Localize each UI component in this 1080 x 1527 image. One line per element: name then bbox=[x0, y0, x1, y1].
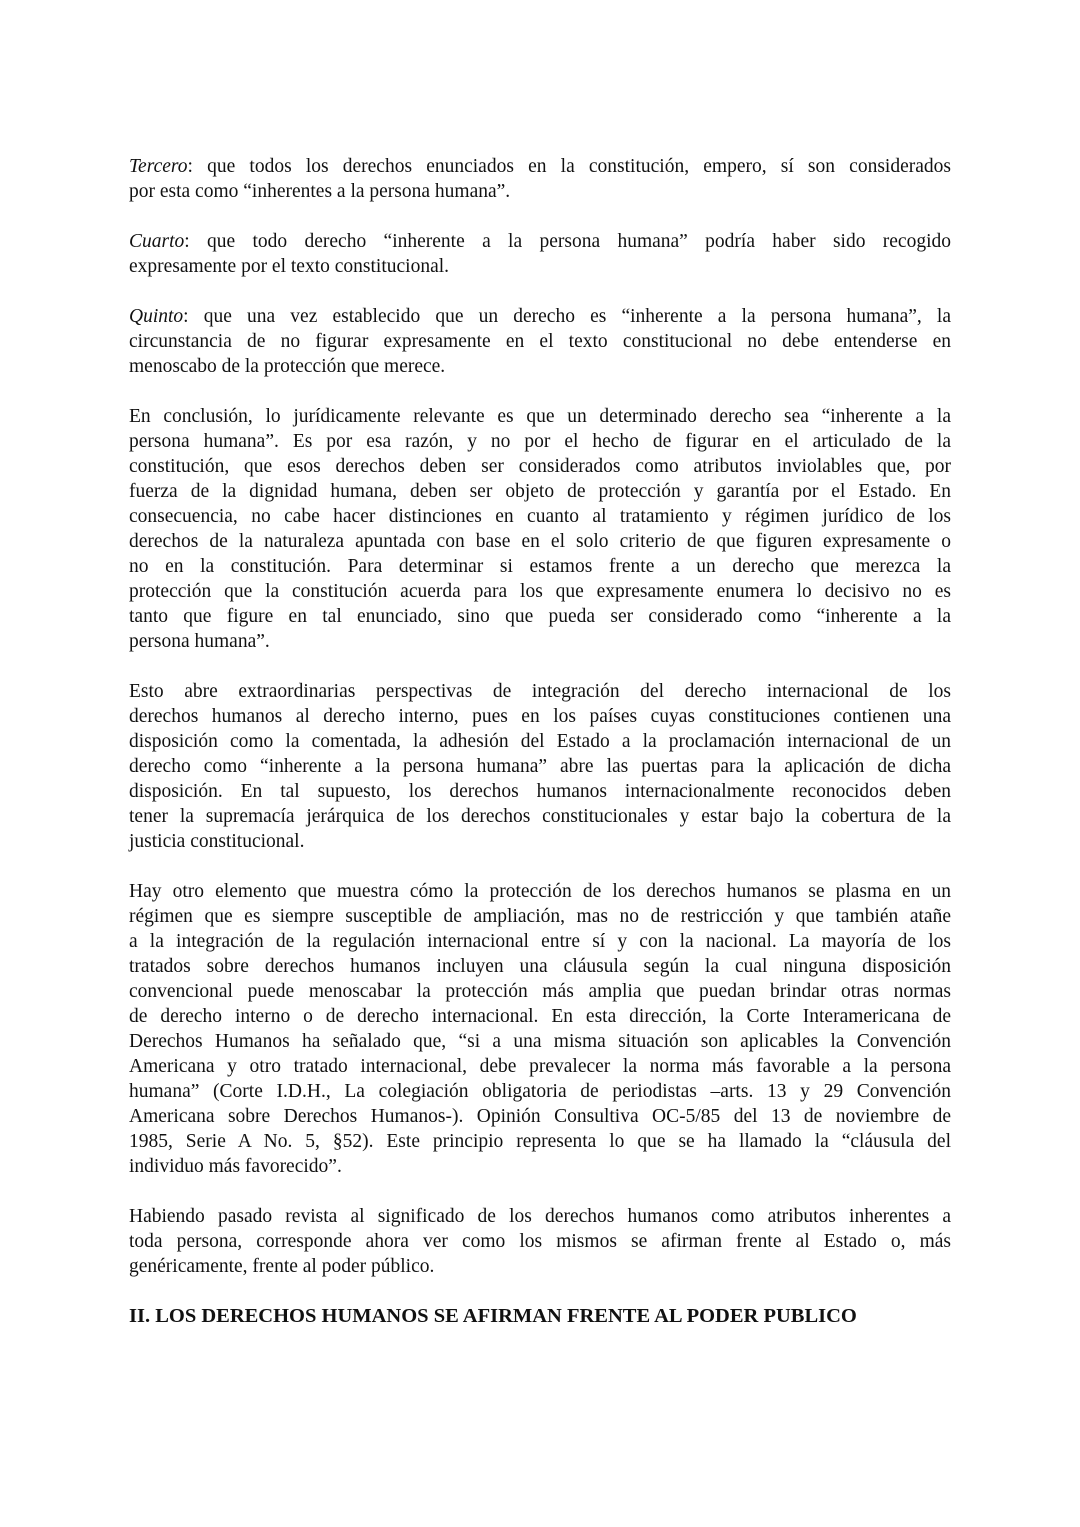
line-text: disposición. En tal supuesto, los derechos humanos internacionalmente reconocidos deben bbox=[129, 781, 951, 802]
text-line bbox=[129, 304, 951, 329]
paragraph bbox=[129, 304, 951, 379]
text-line bbox=[129, 1154, 951, 1179]
line-text: protección que la constitución acuerda para los que expresamente enumera lo decisivo no es bbox=[129, 581, 951, 602]
line-text: expresamente por el texto constitucional. bbox=[129, 256, 450, 277]
paragraph bbox=[129, 1204, 951, 1279]
text-line bbox=[129, 904, 951, 929]
line-text: constitución, que esos derechos deben ser considerados como atributos inviolables que, por bbox=[129, 456, 951, 477]
line-text: tener la supremacía jerárquica de los derechos constitucionales y estar bajo la cobertura de la bbox=[129, 806, 951, 827]
text-line bbox=[129, 329, 951, 354]
text-line bbox=[129, 754, 951, 779]
line-text: no en la constitución. Para determinar si estamos frente a un derecho que merezca la bbox=[129, 556, 951, 577]
line-text: 1985, Serie A No. 5, §52). Este principio representa lo que se ha llamado la “cláusula del bbox=[129, 1131, 951, 1152]
paragraph bbox=[129, 679, 951, 854]
line-text: : que todos los derechos enunciados en la constitución, empero, sí son considerados bbox=[187, 156, 951, 177]
line-text: Hay otro elemento que muestra cómo la protección de los derechos humanos se plasma en un bbox=[129, 881, 951, 902]
text-line bbox=[129, 354, 951, 379]
text-line bbox=[129, 529, 951, 554]
text-line bbox=[129, 579, 951, 604]
paragraph-lead: Tercero bbox=[129, 156, 188, 177]
line-text: genéricamente, frente al poder público. bbox=[129, 1256, 435, 1277]
line-text: Derechos Humanos ha señalado que, “si a una misma situación son aplicables la Convención bbox=[129, 1031, 951, 1052]
text-line bbox=[129, 1204, 951, 1229]
text-line bbox=[129, 829, 951, 854]
line-text: tanto que figure en tal enunciado, sino que pueda ser considerado como “inherente a la bbox=[129, 606, 951, 627]
line-text: derechos de la naturaleza apuntada con base en el solo criterio de que figuren expresamente o bbox=[129, 531, 951, 552]
line-text: régimen que es siempre susceptible de ampliación, mas no de restricción y que también atañe bbox=[129, 906, 951, 927]
line-text: tratados sobre derechos humanos incluyen una cláusula según la cual ninguna disposición bbox=[129, 956, 951, 977]
text-line bbox=[129, 404, 951, 429]
line-text: justicia constitucional. bbox=[129, 831, 305, 852]
text-line bbox=[129, 154, 951, 179]
line-text: derechos humanos al derecho interno, pues en los países cuyas constituciones contienen una bbox=[129, 706, 951, 727]
text-line bbox=[129, 604, 951, 629]
text-line bbox=[129, 1004, 951, 1029]
text-line bbox=[129, 1029, 951, 1054]
text-line bbox=[129, 629, 951, 654]
line-text: circunstancia de no figurar expresamente en el texto constitucional no debe entenderse en bbox=[129, 331, 951, 352]
line-text: : que una vez establecido que un derecho es “inherente a la persona humana”, la bbox=[183, 306, 951, 327]
paragraph bbox=[129, 404, 951, 654]
line-text: Esto abre extraordinarias perspectivas de integración del derecho internacional de los bbox=[129, 681, 951, 702]
text-line bbox=[129, 879, 951, 904]
text-line bbox=[129, 979, 951, 1004]
text-line bbox=[129, 1229, 951, 1254]
text-line bbox=[129, 679, 951, 704]
text-line bbox=[129, 1129, 951, 1154]
line-text: convencional puede menoscabar la protección más amplia que puedan brindar otras normas bbox=[129, 981, 951, 1002]
line-text: de derecho interno o de derecho internacional. En esta dirección, la Corte Interamericana de bbox=[129, 1006, 951, 1027]
line-text: menoscabo de la protección que merece. bbox=[129, 356, 446, 377]
text-line bbox=[129, 554, 951, 579]
paragraph bbox=[129, 154, 951, 204]
paragraph-lead: Quinto bbox=[129, 306, 184, 327]
text-line bbox=[129, 254, 951, 279]
line-text: disposición como la comentada, la adhesión del Estado a la proclamación internacional de un bbox=[129, 731, 951, 752]
text-line bbox=[129, 704, 951, 729]
text-line bbox=[129, 479, 951, 504]
text-line bbox=[129, 1054, 951, 1079]
text-line bbox=[129, 179, 951, 204]
text-line bbox=[129, 729, 951, 754]
paragraph-lead: Cuarto bbox=[129, 231, 185, 252]
text-line bbox=[129, 229, 951, 254]
line-text: persona humana”. bbox=[129, 631, 270, 652]
line-text: humana” (Corte I.D.H., La colegiación obligatoria de periodistas –arts. 13 y 29 Convención bbox=[129, 1081, 951, 1102]
line-text: individuo más favorecido”. bbox=[129, 1156, 342, 1177]
line-text: a la integración de la regulación internacional entre sí y con la nacional. La mayoría de los bbox=[129, 931, 951, 952]
text-line bbox=[129, 1079, 951, 1104]
body-text bbox=[129, 154, 951, 1279]
section-heading: II. LOS DERECHOS HUMANOS SE AFIRMAN FRENTE AL PODER PUBLICO bbox=[129, 1305, 857, 1327]
text-line bbox=[129, 1254, 951, 1279]
document-page bbox=[129, 154, 951, 1329]
line-text: persona humana”. Es por esa razón, y no por el hecho de figurar en el articulado de la bbox=[129, 431, 951, 452]
paragraph bbox=[129, 879, 951, 1179]
text-line bbox=[129, 429, 951, 454]
text-line bbox=[129, 954, 951, 979]
line-text: Americana sobre Derechos Humanos-). Opinión Consultiva OC-5/85 del 13 de noviembre de bbox=[129, 1106, 951, 1127]
line-text: Habiendo pasado revista al significado de los derechos humanos como atributos inherentes a bbox=[129, 1206, 951, 1227]
text-line bbox=[129, 504, 951, 529]
line-text: consecuencia, no cabe hacer distinciones en cuanto al tratamiento y régimen jurídico de los bbox=[129, 506, 951, 527]
text-line bbox=[129, 804, 951, 829]
line-text: Americana y otro tratado internacional, debe prevalecer la norma más favorable a la persona bbox=[129, 1056, 951, 1077]
text-line bbox=[129, 454, 951, 479]
line-text: derecho como “inherente a la persona humana” abre las puertas para la aplicación de dicha bbox=[129, 756, 951, 777]
line-text: por esta como “inherentes a la persona humana”. bbox=[129, 181, 511, 202]
line-text: fuerza de la dignidad humana, deben ser objeto de protección y garantía por el Estado. En bbox=[129, 481, 951, 502]
paragraph bbox=[129, 229, 951, 279]
text-line bbox=[129, 1104, 951, 1129]
text-line bbox=[129, 929, 951, 954]
text-line bbox=[129, 779, 951, 804]
line-text: toda persona, corresponde ahora ver como los mismos se afirman frente al Estado o, más bbox=[129, 1231, 951, 1252]
line-text: : que todo derecho “inherente a la persona humana” podría haber sido recogido bbox=[184, 231, 951, 252]
line-text: En conclusión, lo jurídicamente relevante es que un determinado derecho sea “inherente a la bbox=[129, 406, 951, 427]
